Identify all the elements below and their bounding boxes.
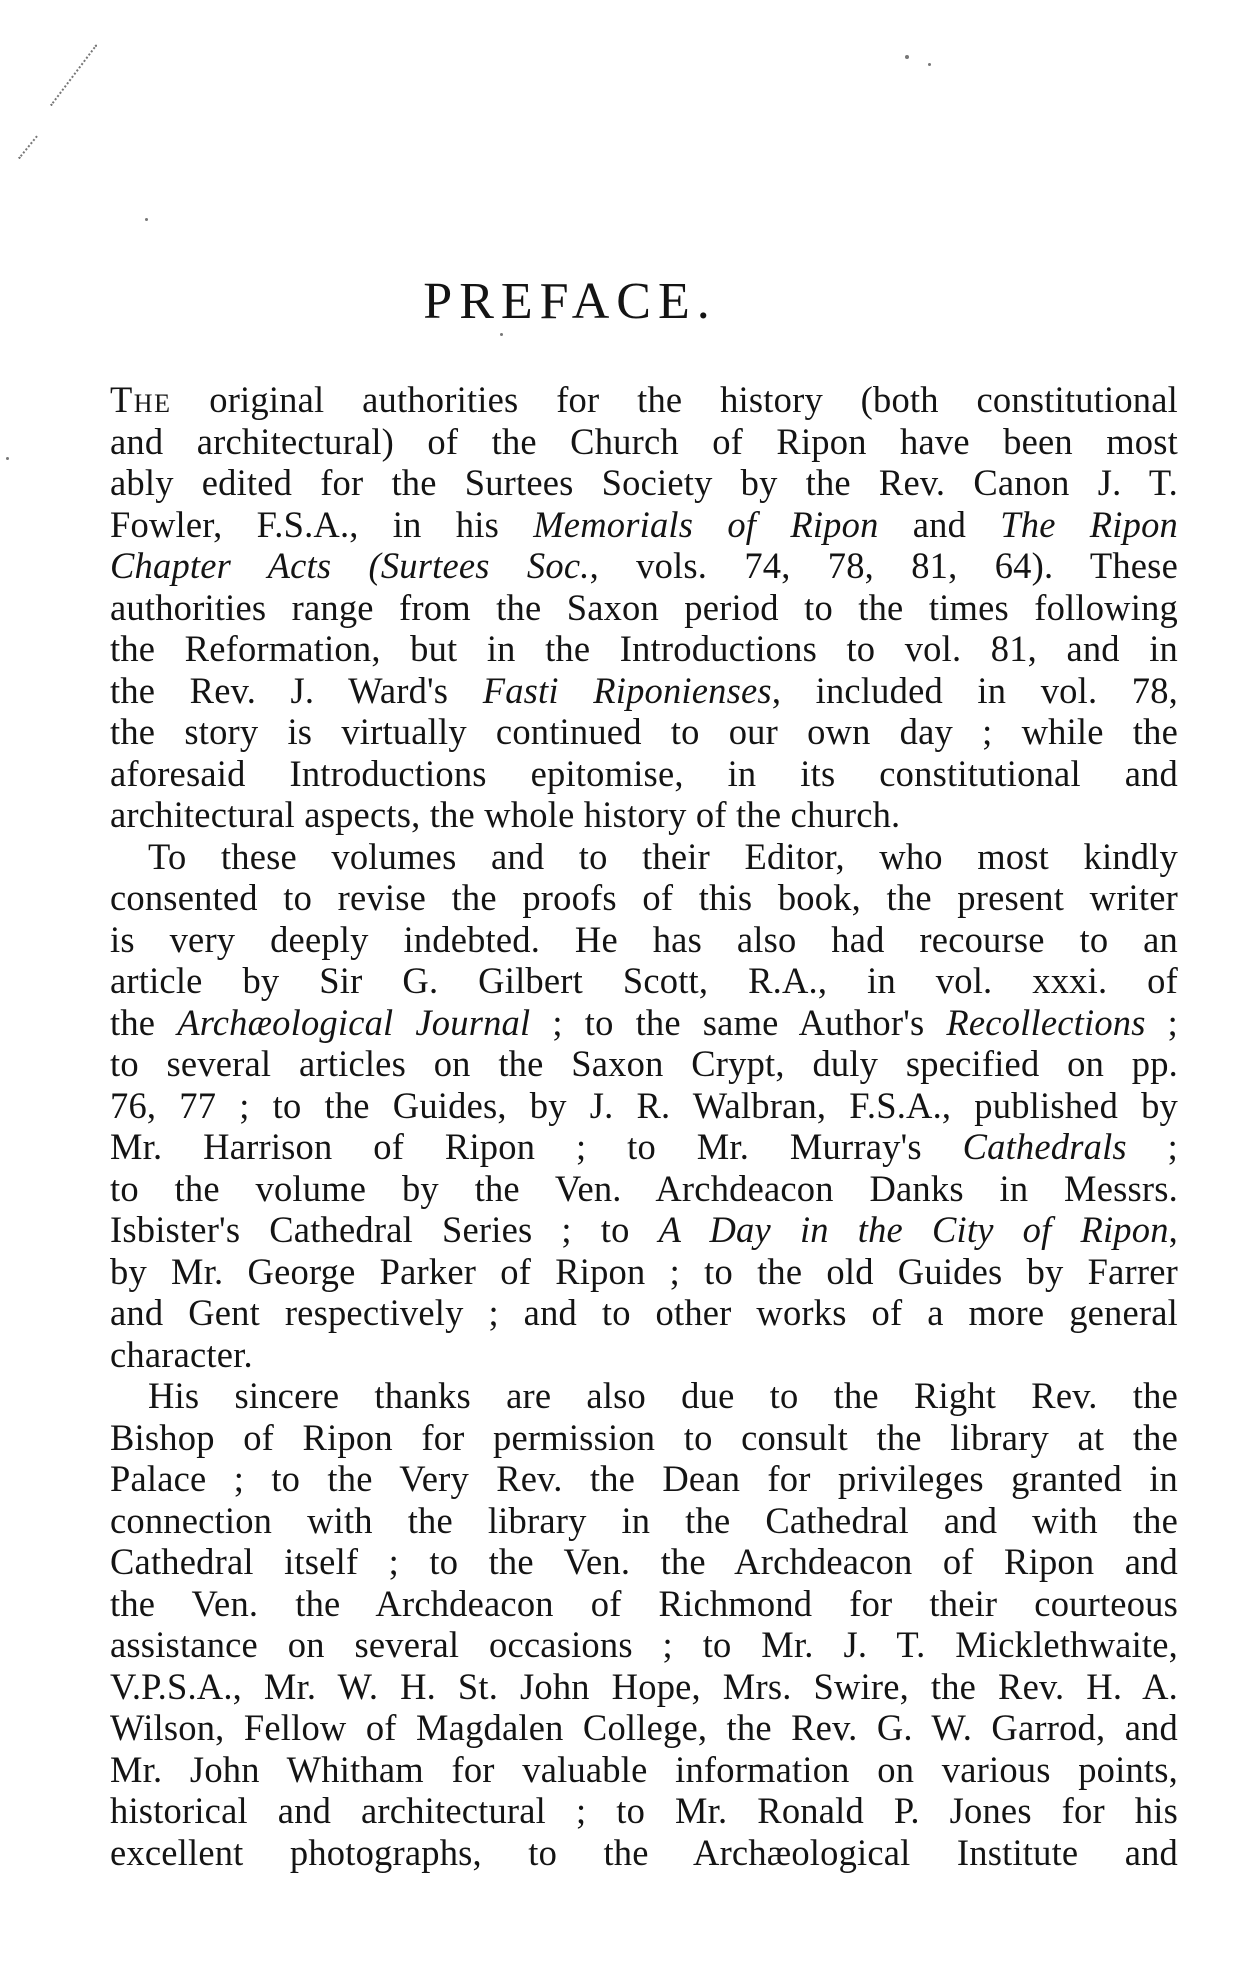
text-segment: Wilson, Fellow of Magdalen College, the Rev. G. W. Garrod, and xyxy=(110,1707,1178,1748)
page-title: PREFACE. xyxy=(423,273,717,330)
text-segment: ; xyxy=(1145,1001,1178,1043)
text-line xyxy=(110,1541,1178,1583)
italic-text: Chapter Acts (Surtees Soc. xyxy=(110,545,590,586)
pencil-mark xyxy=(50,44,97,106)
text-line xyxy=(110,421,1178,463)
text-line xyxy=(110,1251,1178,1293)
text-line xyxy=(110,1375,1178,1417)
text-segment: , xyxy=(1168,1209,1178,1250)
text-line xyxy=(110,1583,1178,1625)
text-segment: Mr. John Whitham for valuable information on various points, xyxy=(110,1748,1178,1790)
text-segment: Bishop of Ripon for permission to consult the library at the xyxy=(110,1416,1178,1458)
text-segment: Mr. Harrison of Ripon ; to Mr. Murray's xyxy=(110,1126,963,1167)
text-line xyxy=(110,960,1178,1002)
text-segment: excellent photographs, to the Archæological Institute and xyxy=(110,1831,1178,1873)
text-segment: , vols. 74, 78, 81, 64). These xyxy=(589,545,1178,586)
text-segment: 76, 77 ; to the Guides, by J. R. Walbran, F.S.A., published by xyxy=(110,1084,1178,1126)
text-segment: is very deeply indebted. He has also had recourse to an xyxy=(110,918,1178,960)
text-segment: The xyxy=(110,379,172,420)
text-line xyxy=(110,877,1178,919)
text-segment: and architectural) of the Church of Ripon have been most xyxy=(110,420,1178,462)
text-segment: aforesaid Introductions epitomise, in its constitutional and xyxy=(110,752,1178,794)
text-segment: assistance on several occasions ; to Mr. J. T. Micklethwaite, xyxy=(110,1624,1178,1665)
text-line xyxy=(110,379,1178,421)
italic-text: Archæological Journal xyxy=(177,1001,531,1043)
text-line xyxy=(110,1002,1178,1044)
text-segment: Isbister's Cathedral Series ; to xyxy=(110,1209,659,1250)
text-line xyxy=(110,1209,1178,1251)
text-line xyxy=(110,670,1178,712)
scan-speck xyxy=(928,63,931,66)
text-line xyxy=(110,1085,1178,1127)
text-segment: Palace ; to the Very Rev. the Dean for privileges granted in xyxy=(110,1458,1178,1499)
text-segment: , included in vol. 78, xyxy=(771,669,1178,711)
italic-text: Fasti Riponienses xyxy=(482,669,772,711)
text-segment: the Rev. J. Ward's xyxy=(110,669,483,711)
text-line xyxy=(110,794,1178,836)
text-segment: and xyxy=(878,503,1001,545)
text-segment: character. xyxy=(110,1333,253,1375)
text-segment: ably edited for the Surtees Society by the Rev. Canon J. T. xyxy=(110,462,1178,503)
text-segment: article by Sir G. Gilbert Scott, R.A., in vol. xxxi. of xyxy=(110,960,1178,1001)
italic-text: The Ripon xyxy=(1000,503,1178,545)
italic-text: A Day in the City of Ripon xyxy=(658,1209,1169,1250)
scan-speck xyxy=(500,333,503,336)
text-line xyxy=(110,1043,1178,1085)
text-line xyxy=(110,711,1178,753)
text-segment: connection with the library in the Cathedral and with the xyxy=(110,1499,1178,1541)
scan-speck xyxy=(905,55,909,59)
text-segment: and Gent respectively ; and to other works of a more general xyxy=(110,1292,1178,1333)
italic-text: Recollections xyxy=(946,1001,1146,1043)
page-body xyxy=(110,379,1178,1873)
italic-text: Memorials of Ripon xyxy=(533,503,879,545)
text-segment: To these volumes and to their Editor, who most kindly xyxy=(148,835,1178,877)
text-line xyxy=(110,1417,1178,1459)
text-line xyxy=(110,919,1178,961)
text-segment: the story is virtually continued to our own day ; while the xyxy=(110,711,1178,752)
text-line xyxy=(110,545,1178,587)
text-segment: to several articles on the Saxon Crypt, duly specified on pp. xyxy=(110,1043,1178,1084)
text-line xyxy=(110,1126,1178,1168)
pencil-mark xyxy=(18,135,38,159)
text-line xyxy=(110,1707,1178,1749)
text-line xyxy=(110,1292,1178,1334)
text-line xyxy=(110,1832,1178,1874)
text-line xyxy=(110,504,1178,546)
scan-speck xyxy=(6,457,9,460)
text-line xyxy=(110,1624,1178,1666)
text-line xyxy=(110,1790,1178,1832)
text-segment: the Reformation, but in the Introductions to vol. 81, and in xyxy=(110,628,1178,669)
text-segment: the Ven. the Archdeacon of Richmond for their courteous xyxy=(110,1582,1178,1624)
text-line xyxy=(110,1334,1178,1376)
text-segment: the xyxy=(110,1001,178,1043)
italic-text: Cathedrals xyxy=(962,1126,1127,1167)
text-segment: authorities range from the Saxon period to the times following xyxy=(110,586,1178,628)
text-segment: ; xyxy=(1126,1126,1178,1167)
text-segment: original authorities for the history (both constitutional xyxy=(171,379,1178,420)
text-line xyxy=(110,462,1178,504)
text-line xyxy=(110,753,1178,795)
text-line xyxy=(110,1168,1178,1210)
text-segment: Fowler, F.S.A., in his xyxy=(110,503,534,545)
text-segment: to the volume by the Ven. Archdeacon Danks in Messrs. xyxy=(110,1167,1178,1209)
text-line xyxy=(110,836,1178,878)
text-line xyxy=(110,1666,1178,1708)
text-line xyxy=(110,628,1178,670)
text-line xyxy=(110,1458,1178,1500)
text-segment: ; to the same Author's xyxy=(530,1001,947,1043)
text-segment: His sincere thanks are also due to the Right Rev. the xyxy=(148,1375,1178,1416)
text-segment: historical and architectural ; to Mr. Ronald P. Jones for his xyxy=(110,1790,1178,1831)
text-segment: Cathedral itself ; to the Ven. the Archdeacon of Ripon and xyxy=(110,1541,1178,1582)
text-segment: by Mr. George Parker of Ripon ; to the old Guides by Farrer xyxy=(110,1250,1178,1292)
text-line xyxy=(110,1500,1178,1542)
text-line xyxy=(110,1749,1178,1791)
scan-speck xyxy=(145,218,148,221)
text-line xyxy=(110,587,1178,629)
text-segment: V.P.S.A., Mr. W. H. St. John Hope, Mrs. Swire, the Rev. H. A. xyxy=(110,1665,1178,1707)
text-segment: architectural aspects, the whole history of the church. xyxy=(110,794,901,835)
text-segment: consented to revise the proofs of this book, the present writer xyxy=(110,877,1178,918)
